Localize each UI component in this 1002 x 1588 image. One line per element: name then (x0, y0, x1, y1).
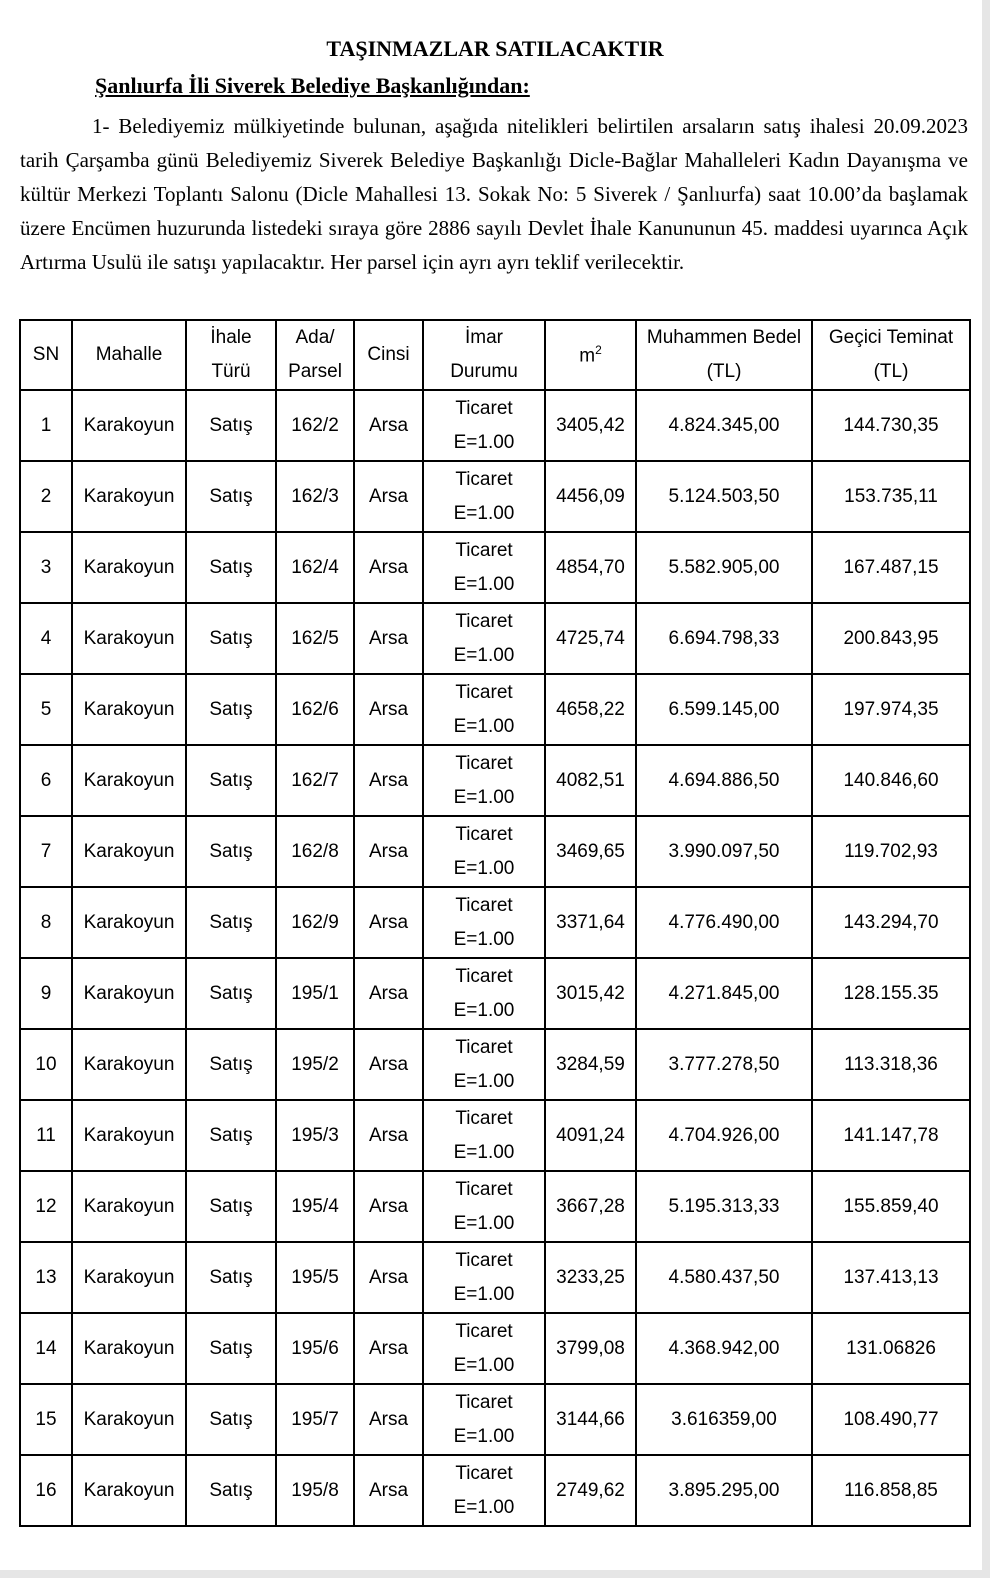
cell-ada-parsel: 195/7 (276, 1384, 354, 1455)
table-row (20, 1384, 970, 1455)
cell-ihale-turu: Satış (186, 1313, 276, 1384)
cell-imar-line: Ticaret (455, 397, 513, 419)
cell-mahalle: Karakoyun (72, 532, 186, 603)
cell-muhammen-bedel: 6.599.145,00 (636, 674, 812, 745)
cell-imar-durumu (423, 603, 545, 674)
cell-ihale-turu: Satış (186, 1455, 276, 1526)
cell-cinsi: Arsa (354, 745, 423, 816)
cell-cinsi: Arsa (354, 603, 423, 674)
cell-gecici-teminat: 141.147,78 (812, 1100, 970, 1171)
cell-ada-parsel: 162/3 (276, 461, 354, 532)
cell-imar-line: Ticaret (455, 1107, 513, 1129)
cell-cinsi: Arsa (354, 674, 423, 745)
cell-ada-parsel: 162/4 (276, 532, 354, 603)
cell-imar-line: E=1.00 (453, 1212, 515, 1234)
header-muhammen-bedel (636, 320, 812, 390)
cell-cinsi: Arsa (354, 1313, 423, 1384)
cell-imar-line: Ticaret (455, 823, 513, 845)
cell-ihale-turu: Satış (186, 603, 276, 674)
cell-imar-line: Ticaret (455, 610, 513, 632)
header-imar-line1: İmar (465, 327, 503, 348)
cell-mahalle: Karakoyun (72, 674, 186, 745)
cell-m2: 4725,74 (545, 603, 636, 674)
cell-imar-line: Ticaret (455, 1178, 513, 1200)
cell-sn: 6 (20, 745, 72, 816)
cell-mahalle: Karakoyun (72, 603, 186, 674)
header-imar-line2: Durumu (450, 361, 518, 382)
cell-imar-durumu (423, 1455, 545, 1526)
header-cinsi: Cinsi (354, 320, 423, 390)
cell-mahalle: Karakoyun (72, 887, 186, 958)
cell-cinsi: Arsa (354, 816, 423, 887)
cell-ada-parsel: 195/8 (276, 1455, 354, 1526)
cell-muhammen-bedel: 5.195.313,33 (636, 1171, 812, 1242)
cell-mahalle: Karakoyun (72, 1384, 186, 1455)
header-ada-line2: Parsel (288, 361, 342, 382)
cell-imar-line: E=1.00 (453, 1283, 515, 1305)
cell-gecici-teminat: 116.858,85 (812, 1455, 970, 1526)
cell-ada-parsel: 162/7 (276, 745, 354, 816)
table-row (20, 674, 970, 745)
cell-sn: 13 (20, 1242, 72, 1313)
cell-ada-parsel: 162/5 (276, 603, 354, 674)
cell-ihale-turu: Satış (186, 1171, 276, 1242)
cell-sn: 10 (20, 1029, 72, 1100)
table-row (20, 1242, 970, 1313)
cell-imar-line: Ticaret (455, 1249, 513, 1271)
cell-imar-line: E=1.00 (453, 857, 515, 879)
cell-mahalle: Karakoyun (72, 1242, 186, 1313)
header-m2 (545, 320, 636, 390)
cell-imar-line: Ticaret (455, 681, 513, 703)
cell-muhammen-bedel: 4.368.942,00 (636, 1313, 812, 1384)
cell-imar-line: E=1.00 (453, 928, 515, 950)
header-gecici-teminat (812, 320, 970, 390)
cell-imar-line: E=1.00 (453, 1070, 515, 1092)
cell-mahalle: Karakoyun (72, 1455, 186, 1526)
cell-ihale-turu: Satış (186, 461, 276, 532)
cell-ada-parsel: 162/9 (276, 887, 354, 958)
cell-ada-parsel: 162/6 (276, 674, 354, 745)
cell-muhammen-bedel: 5.582.905,00 (636, 532, 812, 603)
cell-ihale-turu: Satış (186, 887, 276, 958)
cell-muhammen-bedel: 4.580.437,50 (636, 1242, 812, 1313)
cell-mahalle: Karakoyun (72, 1313, 186, 1384)
cell-mahalle: Karakoyun (72, 745, 186, 816)
cell-m2: 3284,59 (545, 1029, 636, 1100)
issuer-heading: Şanlıurfa İli Siverek Belediye Başkanlığından: (95, 73, 530, 98)
cell-imar-line: Ticaret (455, 539, 513, 561)
cell-imar-line: Ticaret (455, 965, 513, 987)
header-teminat-line1: Geçici Teminat (828, 327, 954, 348)
cell-m2: 3799,08 (545, 1313, 636, 1384)
cell-gecici-teminat: 153.735,11 (812, 461, 970, 532)
cell-imar-line: Ticaret (455, 1462, 513, 1484)
cell-imar-durumu (423, 1384, 545, 1455)
table-row (20, 745, 970, 816)
parcel-table (19, 319, 971, 1527)
cell-ada-parsel: 162/2 (276, 390, 354, 461)
cell-sn: 2 (20, 461, 72, 532)
cell-muhammen-bedel: 4.704.926,00 (636, 1100, 812, 1171)
header-m2-label: m (579, 345, 596, 367)
cell-ihale-turu: Satış (186, 1029, 276, 1100)
table-row (20, 461, 970, 532)
cell-imar-durumu (423, 1171, 545, 1242)
cell-sn: 9 (20, 958, 72, 1029)
header-sn: SN (20, 320, 72, 390)
cell-sn: 3 (20, 532, 72, 603)
header-m2-superscript: 2 (595, 342, 602, 357)
cell-muhammen-bedel: 3.777.278,50 (636, 1029, 812, 1100)
header-teminat-line2: (TL) (873, 361, 909, 382)
cell-m2: 3667,28 (545, 1171, 636, 1242)
cell-ihale-turu: Satış (186, 532, 276, 603)
cell-imar-line: Ticaret (455, 468, 513, 490)
table-row (20, 816, 970, 887)
cell-imar-line: Ticaret (455, 1320, 513, 1342)
cell-m2: 3469,65 (545, 816, 636, 887)
cell-sn: 4 (20, 603, 72, 674)
cell-m2: 3405,42 (545, 390, 636, 461)
cell-imar-line: Ticaret (455, 1391, 513, 1413)
cell-muhammen-bedel: 4.776.490,00 (636, 887, 812, 958)
table-row (20, 1100, 970, 1171)
table-row (20, 1455, 970, 1526)
cell-m2: 3015,42 (545, 958, 636, 1029)
cell-ihale-turu: Satış (186, 674, 276, 745)
cell-gecici-teminat: 140.846,60 (812, 745, 970, 816)
cell-imar-line: E=1.00 (453, 1141, 515, 1163)
cell-ihale-turu: Satış (186, 1384, 276, 1455)
cell-ihale-turu: Satış (186, 1100, 276, 1171)
cell-imar-line: E=1.00 (453, 1354, 515, 1376)
cell-imar-line: E=1.00 (453, 1496, 515, 1518)
document-title: TAŞINMAZLAR SATILACAKTIR (326, 36, 664, 61)
cell-cinsi: Arsa (354, 461, 423, 532)
cell-ada-parsel: 162/8 (276, 816, 354, 887)
cell-imar-durumu (423, 461, 545, 532)
table-row (20, 532, 970, 603)
cell-gecici-teminat: 108.490,77 (812, 1384, 970, 1455)
table-header-row (20, 320, 970, 390)
cell-sn: 8 (20, 887, 72, 958)
cell-cinsi: Arsa (354, 1171, 423, 1242)
cell-mahalle: Karakoyun (72, 816, 186, 887)
cell-cinsi: Arsa (354, 1242, 423, 1313)
cell-imar-durumu (423, 1313, 545, 1384)
cell-imar-line: E=1.00 (453, 431, 515, 453)
cell-ihale-turu: Satış (186, 1242, 276, 1313)
cell-cinsi: Arsa (354, 390, 423, 461)
cell-cinsi: Arsa (354, 1100, 423, 1171)
cell-m2: 4854,70 (545, 532, 636, 603)
cell-muhammen-bedel: 4.824.345,00 (636, 390, 812, 461)
cell-imar-line: E=1.00 (453, 786, 515, 808)
header-ihale-line2: Türü (211, 361, 251, 382)
header-bedel-line2: (TL) (706, 361, 742, 382)
table-row (20, 1029, 970, 1100)
cell-gecici-teminat: 128.155.35 (812, 958, 970, 1029)
cell-mahalle: Karakoyun (72, 1171, 186, 1242)
cell-sn: 5 (20, 674, 72, 745)
header-ihale-line1: İhale (210, 327, 252, 348)
cell-cinsi: Arsa (354, 958, 423, 1029)
cell-mahalle: Karakoyun (72, 958, 186, 1029)
cell-ihale-turu: Satış (186, 745, 276, 816)
cell-imar-line: E=1.00 (453, 502, 515, 524)
cell-imar-line: Ticaret (455, 1036, 513, 1058)
cell-imar-line: E=1.00 (453, 999, 515, 1021)
cell-m2: 3233,25 (545, 1242, 636, 1313)
table-row (20, 887, 970, 958)
cell-cinsi: Arsa (354, 887, 423, 958)
cell-mahalle: Karakoyun (72, 1029, 186, 1100)
cell-muhammen-bedel: 3.990.097,50 (636, 816, 812, 887)
cell-muhammen-bedel: 3.616359,00 (636, 1384, 812, 1455)
cell-imar-line: E=1.00 (453, 573, 515, 595)
cell-muhammen-bedel: 5.124.503,50 (636, 461, 812, 532)
cell-m2: 4658,22 (545, 674, 636, 745)
header-mahalle: Mahalle (72, 320, 186, 390)
cell-imar-durumu (423, 958, 545, 1029)
cell-muhammen-bedel: 4.271.845,00 (636, 958, 812, 1029)
cell-imar-durumu (423, 745, 545, 816)
cell-sn: 15 (20, 1384, 72, 1455)
cell-ada-parsel: 195/2 (276, 1029, 354, 1100)
cell-gecici-teminat: 137.413,13 (812, 1242, 970, 1313)
cell-ada-parsel: 195/1 (276, 958, 354, 1029)
cell-gecici-teminat: 167.487,15 (812, 532, 970, 603)
cell-gecici-teminat: 131.06826 (812, 1313, 970, 1384)
cell-cinsi: Arsa (354, 1029, 423, 1100)
announcement-paragraph: 1- Belediyemiz mülkiyetinde bulunan, aşağıda nitelikleri belirtilen arsaların satış ihalesi 20.09.2023 tarih Çarşamba günü Belediyemiz Siverek Belediye Başkanlığı Dicle-Bağlar Mahalleleri Kadın Dayanışma ve kültür Merkezi Toplantı Salonu (Dicle Mahallesi 13. Sokak No: 5 Siverek / Şanlıurfa) saat 10.00’da başlamak üzere Encümen huzurunda listedeki sıraya göre 2886 sayılı Devlet İhale Kanununun 45. maddesi uyarınca Açık Artırma Usulü ile satışı yapılacaktır. Her parsel için ayrı ayrı teklif verilecektir. (20, 114, 968, 274)
header-ihale-turu (186, 320, 276, 390)
table-row (20, 390, 970, 461)
table-row (20, 1313, 970, 1384)
cell-sn: 7 (20, 816, 72, 887)
cell-ihale-turu: Satış (186, 816, 276, 887)
cell-gecici-teminat: 143.294,70 (812, 887, 970, 958)
cell-ada-parsel: 195/3 (276, 1100, 354, 1171)
cell-mahalle: Karakoyun (72, 390, 186, 461)
cell-m2: 4456,09 (545, 461, 636, 532)
cell-muhammen-bedel: 6.694.798,33 (636, 603, 812, 674)
cell-m2: 4091,24 (545, 1100, 636, 1171)
cell-sn: 16 (20, 1455, 72, 1526)
cell-cinsi: Arsa (354, 532, 423, 603)
cell-ada-parsel: 195/6 (276, 1313, 354, 1384)
header-ada-parsel (276, 320, 354, 390)
cell-imar-durumu (423, 1029, 545, 1100)
cell-gecici-teminat: 144.730,35 (812, 390, 970, 461)
cell-imar-line: E=1.00 (453, 715, 515, 737)
cell-imar-durumu (423, 1242, 545, 1313)
cell-cinsi: Arsa (354, 1384, 423, 1455)
cell-muhammen-bedel: 4.694.886,50 (636, 745, 812, 816)
table-row (20, 1171, 970, 1242)
cell-gecici-teminat: 200.843,95 (812, 603, 970, 674)
header-ada-line1: Ada/ (295, 327, 335, 348)
cell-imar-durumu (423, 532, 545, 603)
cell-gecici-teminat: 113.318,36 (812, 1029, 970, 1100)
cell-imar-line: Ticaret (455, 752, 513, 774)
cell-m2: 2749,62 (545, 1455, 636, 1526)
cell-sn: 12 (20, 1171, 72, 1242)
cell-m2: 3144,66 (545, 1384, 636, 1455)
cell-mahalle: Karakoyun (72, 1100, 186, 1171)
cell-ada-parsel: 195/4 (276, 1171, 354, 1242)
cell-ihale-turu: Satış (186, 958, 276, 1029)
header-imar-durumu (423, 320, 545, 390)
cell-imar-durumu (423, 1100, 545, 1171)
cell-imar-durumu (423, 816, 545, 887)
cell-muhammen-bedel: 3.895.295,00 (636, 1455, 812, 1526)
cell-ada-parsel: 195/5 (276, 1242, 354, 1313)
cell-gecici-teminat: 119.702,93 (812, 816, 970, 887)
header-bedel-line1: Muhammen Bedel (646, 327, 802, 348)
table-row (20, 603, 970, 674)
cell-cinsi: Arsa (354, 1455, 423, 1526)
cell-sn: 14 (20, 1313, 72, 1384)
cell-gecici-teminat: 197.974,35 (812, 674, 970, 745)
cell-sn: 11 (20, 1100, 72, 1171)
cell-imar-durumu (423, 390, 545, 461)
cell-imar-line: E=1.00 (453, 644, 515, 666)
cell-gecici-teminat: 155.859,40 (812, 1171, 970, 1242)
cell-imar-line: Ticaret (455, 894, 513, 916)
cell-imar-line: E=1.00 (453, 1425, 515, 1447)
cell-ihale-turu: Satış (186, 390, 276, 461)
cell-mahalle: Karakoyun (72, 461, 186, 532)
cell-imar-durumu (423, 887, 545, 958)
cell-sn: 1 (20, 390, 72, 461)
cell-imar-durumu (423, 674, 545, 745)
table-row (20, 958, 970, 1029)
cell-m2: 4082,51 (545, 745, 636, 816)
cell-m2: 3371,64 (545, 887, 636, 958)
